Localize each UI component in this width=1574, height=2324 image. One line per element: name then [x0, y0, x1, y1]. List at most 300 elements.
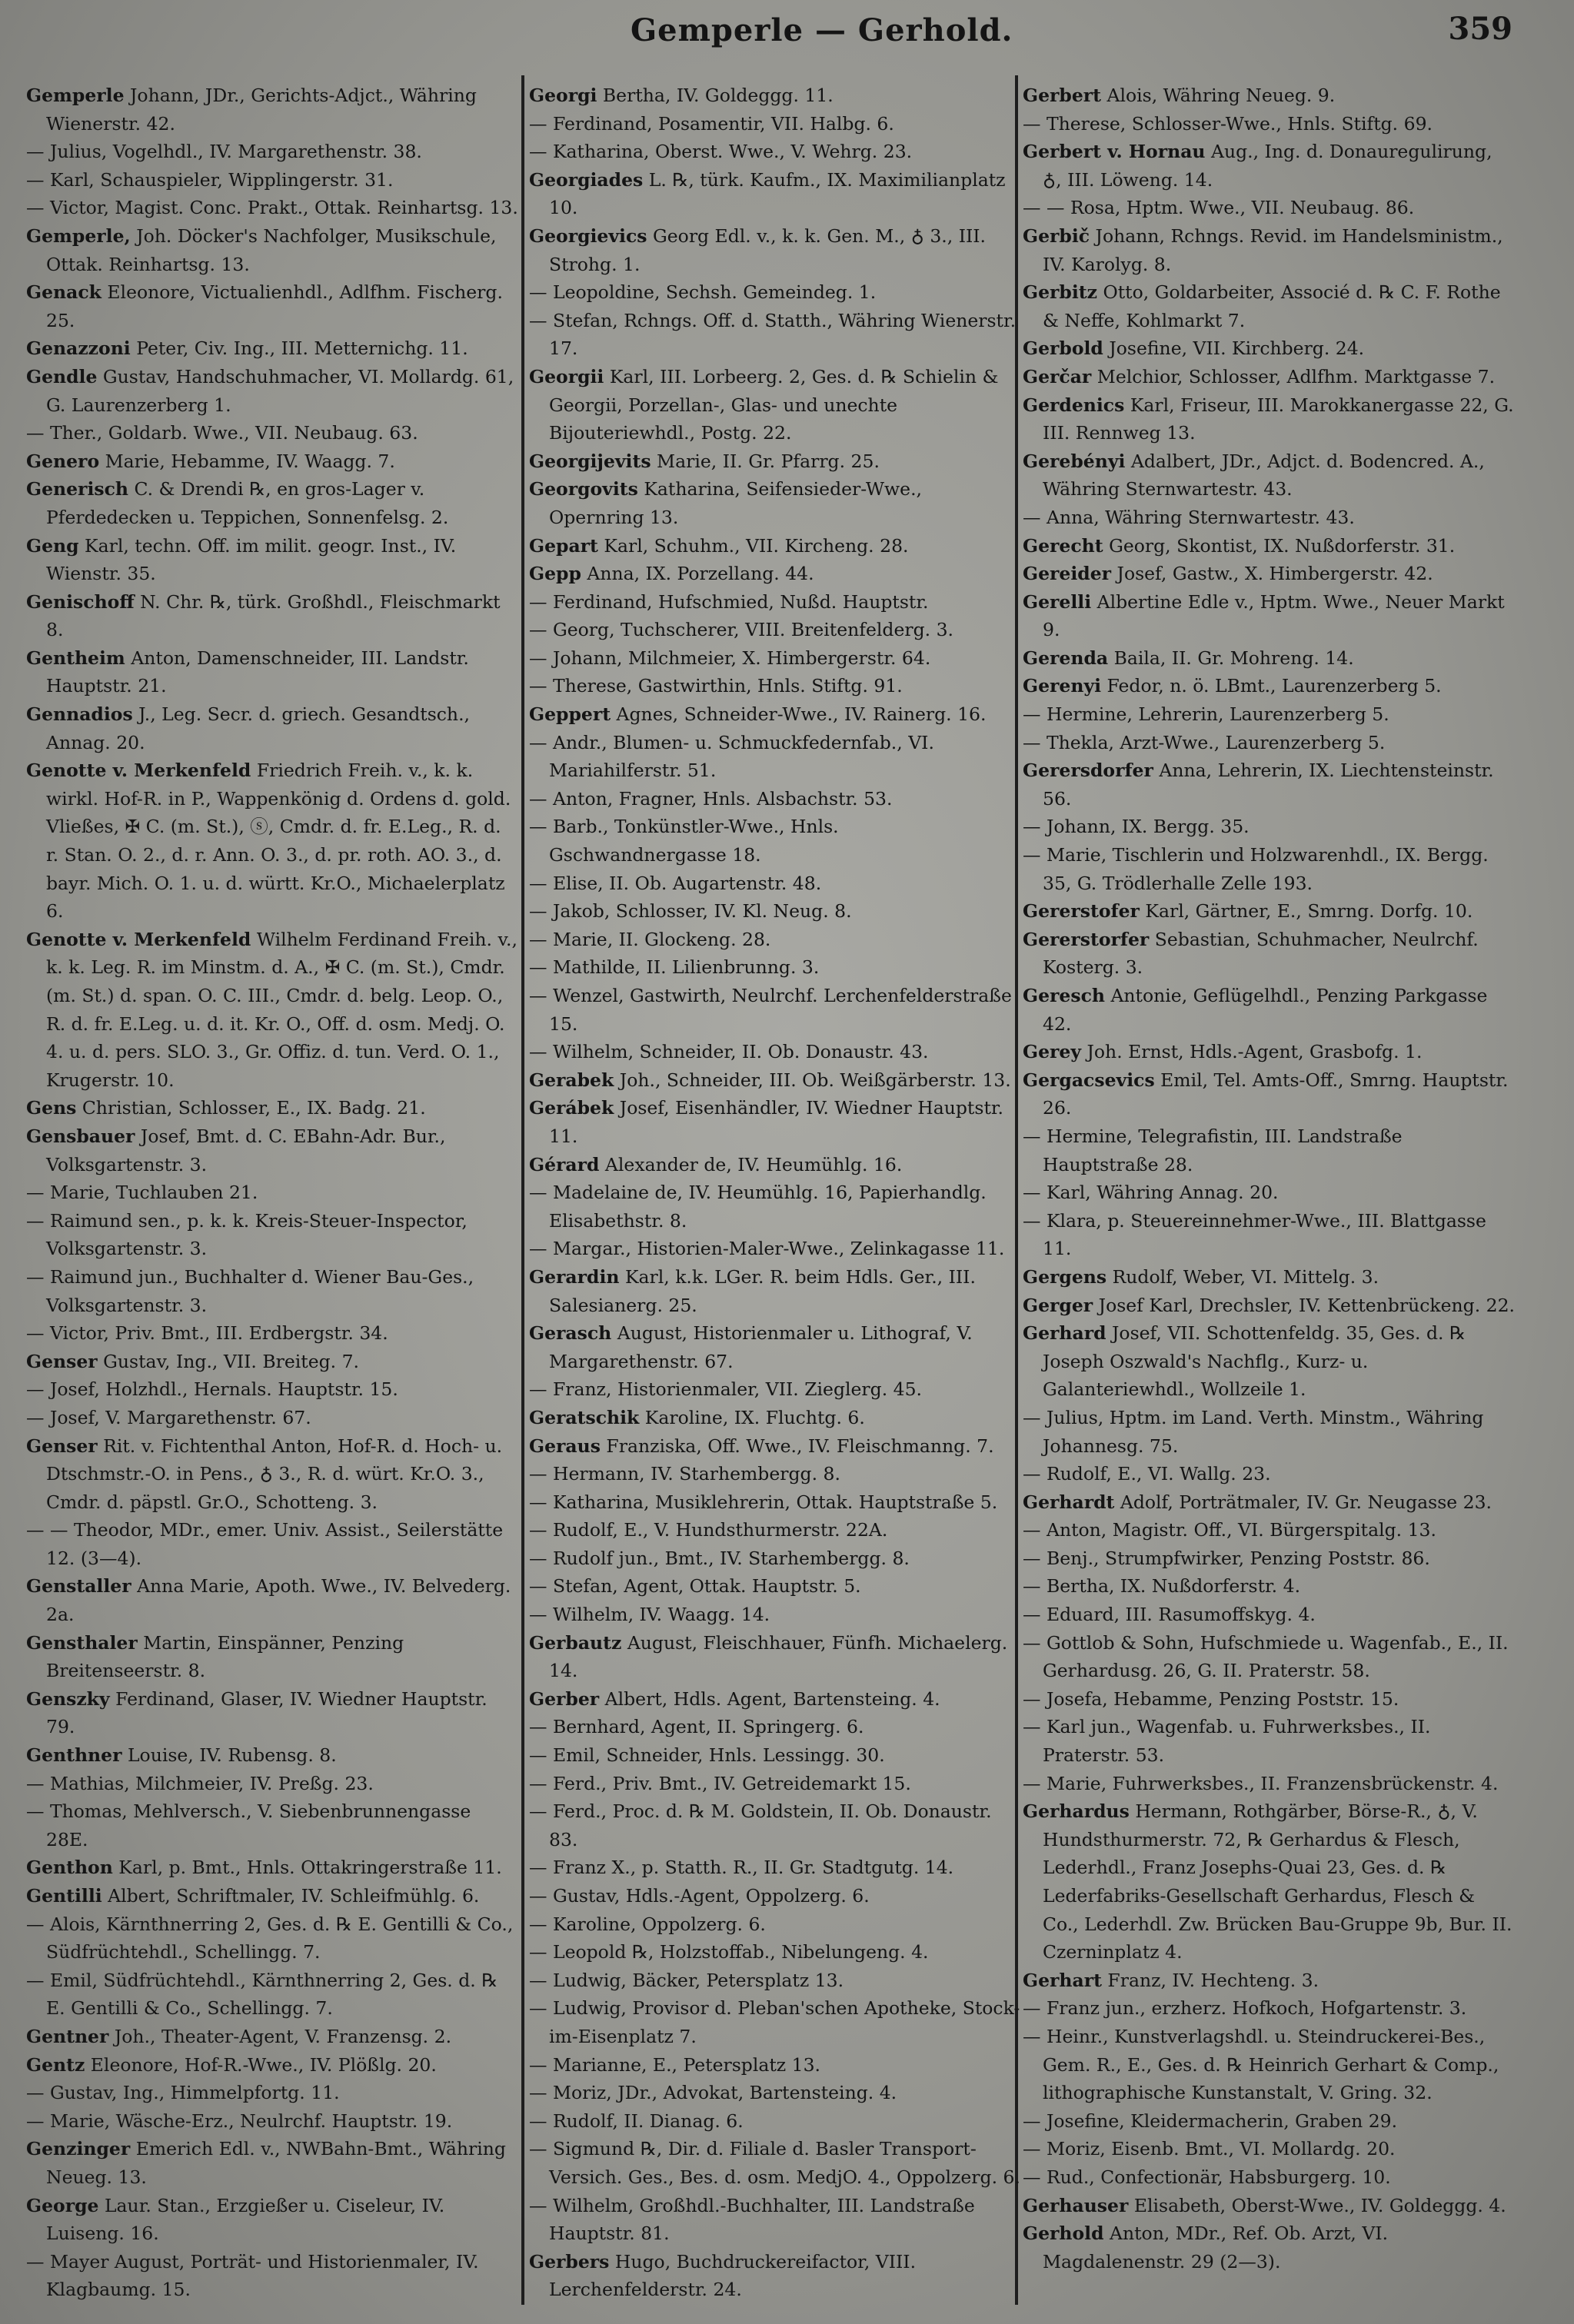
column-1: [26, 81, 518, 2311]
entry-text: Adalbert, JDr., Adjct. d. Bodencred. A., Währing Sternwartestr. 43.: [1043, 450, 1485, 500]
directory-entry: [1023, 1629, 1515, 1685]
directory-entry: [529, 785, 1021, 813]
entry-text: Laur. Stan., Erzgießer u. Ciseleur, IV. Luiseng. 16.: [46, 2194, 445, 2245]
entry-surname: Gemperle: [26, 85, 125, 106]
directory-entry: [1023, 729, 1515, 757]
directory-entry: [26, 2051, 518, 2080]
entry-text: Anton, Damenschneider, III. Landstr. Hauptstr. 21.: [46, 647, 469, 697]
entry-text: Joh. Döcker's Nachfolger, Musikschule, Ottak. Reinhartsg. 13.: [46, 224, 497, 275]
entry-text: Agnes, Schneider-Wwe., IV. Rainerg. 16.: [611, 703, 987, 726]
entry-surname: Gens: [26, 1097, 77, 1119]
entry-text: — Franz, Historienmaler, VII. Zieglerg. 45.: [529, 1378, 923, 1401]
entry-text: — Sigmund ℞, Dir. d. Filiale d. Basler Transport-Versich. Ges., Bes. d. osm. MedjO. 4., Oppolzerg. 6.: [529, 2138, 1020, 2188]
directory-entry: [26, 532, 518, 588]
entry-text: August, Historienmaler u. Lithograf, V. Margarethenstr. 67.: [549, 1322, 973, 1372]
entry-surname: Gerelli: [1023, 590, 1092, 613]
directory-entry: [26, 334, 518, 363]
entry-text: — Madelaine de, IV. Heumühlg. 16, Papierhandlg. Elisabethstr. 8.: [529, 1182, 987, 1232]
directory-entry: [1023, 1685, 1515, 1714]
entry-text: Emerich Edl. v., NWBahn-Bmt., Währing Neueg. 13.: [46, 2138, 506, 2188]
directory-entry: [529, 1572, 1021, 1601]
entry-text: Franziska, Off. Wwe., IV. Fleischmanng. 7.: [600, 1435, 994, 1457]
directory-entry: [529, 2079, 1021, 2107]
directory-entry: [1023, 644, 1515, 673]
entry-text: Josef, Gastw., X. Himbergerstr. 42.: [1111, 563, 1433, 585]
entry-text: Karl, p. Bmt., Hnls. Ottakringerstraße 11.: [112, 1857, 502, 1879]
entry-text: Marie, II. Gr. Pfarrg. 25.: [651, 450, 880, 472]
directory-entry: [529, 588, 1021, 617]
entry-text: — Rudolf, II. Dianag. 6.: [529, 2110, 744, 2132]
entry-surname: Genszky: [26, 1687, 110, 1710]
entry-text: Peter, Civ. Ing., III. Metternichg. 11.: [130, 337, 468, 360]
entry-text: — Bernhard, Agent, II. Springerg. 6.: [529, 1716, 864, 1738]
directory-entry: [529, 1882, 1021, 1910]
directory-entry: [529, 1263, 1021, 1319]
entry-text: — Victor, Magist. Conc. Prakt., Ottak. Reinhartsg. 13.: [26, 197, 518, 219]
directory-entry: [529, 1854, 1021, 1882]
entry-text: J., Leg. Secr. d. griech. Gesandtsch., Annag. 20.: [46, 703, 471, 753]
directory-entry: [26, 1854, 518, 1882]
directory-entry: [529, 1179, 1021, 1235]
entry-text: Gustav, Handschuhmacher, VI. Mollardg. 61, G. Laurenzerberg 1.: [46, 365, 514, 416]
entry-text: — Ther., Goldarb. Wwe., VII. Neubaug. 63.: [26, 422, 418, 444]
directory-entry: [529, 110, 1021, 138]
entry-text: — Eduard, III. Rasumoffskyg. 4.: [1023, 1604, 1316, 1626]
directory-entry: [1023, 672, 1515, 700]
entry-surname: Gerenda: [1023, 647, 1109, 669]
entry-text: — Wilhelm, IV. Waagg. 14.: [529, 1604, 770, 1626]
entry-text: Anna, Lehrerin, IX. Liechtensteinstr. 56.: [1043, 760, 1494, 810]
entry-text: — Marie, Fuhrwerksbes., II. Franzensbrückenstr. 4.: [1023, 1772, 1499, 1794]
directory-entry: [1023, 1544, 1515, 1573]
directory-entry: [26, 1375, 518, 1404]
entry-text: — Josef, V. Margarethenstr. 67.: [26, 1406, 311, 1428]
entry-surname: Genser: [26, 1435, 98, 1457]
directory-entry: [26, 1910, 518, 1967]
entry-text: Alois, Währing Neueg. 9.: [1101, 85, 1336, 106]
entry-surname: Genazzoni: [26, 337, 131, 360]
directory-entry: [26, 644, 518, 700]
directory-entry: [26, 194, 518, 222]
entry-text: Friedrich Freih. v., k. k. wirkl. Hof-R. in P., Wappenkönig d. Ordens d. gold. Vließes, ✠ C. (m. St.), ⓢ, Cmdr. d. fr. E.Leg., R. d. r. Stan. O. 2., d. r. Ann. O. 3., d. pr. roth. AO. 3., d. bayr. Mich. O. 1. u. d. württ. Kr.O., Michaelerplatz 6.: [46, 760, 511, 923]
directory-entry: [1023, 897, 1515, 926]
directory-entry: [26, 700, 518, 756]
directory-entry: [26, 2107, 518, 2136]
entry-text: — Barb., Tonkünstler-Wwe., Hnls. Gschwandnergasse 18.: [529, 816, 839, 866]
entry-text: — Josefa, Hebamme, Penzing Poststr. 15.: [1023, 1687, 1399, 1710]
directory-entry: [1023, 2192, 1515, 2220]
entry-text: Emil, Tel. Amts-Off., Smrng. Hauptstr. 26.: [1043, 1069, 1509, 1119]
directory-entry: [1023, 1488, 1515, 1517]
directory-entry: [26, 1404, 518, 1432]
entry-text: — Elise, II. Ob. Augartenstr. 48.: [529, 872, 822, 894]
entry-text: — Josef, Holzhdl., Hernals. Hauptstr. 15.: [26, 1378, 398, 1401]
directory-entry: [529, 2192, 1021, 2248]
entry-text: — Thekla, Arzt-Wwe., Laurenzerberg 5.: [1023, 731, 1386, 753]
directory-entry: [1023, 1460, 1515, 1488]
entry-text: Anton, MDr., Ref. Ob. Arzt, VI. Magdalenenstr. 29 (2—3).: [1043, 2223, 1389, 2272]
directory-entry: [529, 278, 1021, 307]
entry-text: — Raimund sen., p. k. k. Kreis-Steuer-Inspector, Volksgartenstr. 3.: [26, 1209, 468, 1260]
directory-entry: [1023, 532, 1515, 560]
entry-text: Anna, IX. Porzellang. 44.: [581, 563, 814, 585]
directory-entry: [1023, 81, 1515, 110]
directory-entry: [529, 1938, 1021, 1967]
entry-text: — Margar., Historien-Maler-Wwe., Zelinkagasse 11.: [529, 1238, 1005, 1260]
entry-text: — Therese, Gastwirthin, Hnls. Stiftg. 91.: [529, 675, 903, 697]
entry-surname: Gerbold: [1023, 337, 1103, 360]
directory-entry: [529, 1516, 1021, 1544]
directory-entry: [1023, 1263, 1515, 1292]
entry-text: Louise, IV. Rubensg. 8.: [121, 1744, 337, 1767]
directory-entry: [26, 1572, 518, 1628]
entry-text: — Johann, IX. Bergg. 35.: [1023, 816, 1250, 838]
entry-surname: Genotte v. Merkenfeld: [26, 928, 251, 950]
entry-text: — Stefan, Rchngs. Off. d. Statth., Währing Wienerstr. 17.: [529, 309, 1017, 360]
directory-entry: [26, 1348, 518, 1376]
entry-text: — Marianne, E., Petersplatz 13.: [529, 2053, 821, 2076]
directory-entry: [1023, 334, 1515, 363]
directory-entry: [26, 926, 518, 1095]
directory-entry: [1023, 2107, 1515, 2136]
entry-text: — Klara, p. Steuereinnehmer-Wwe., III. Blattgasse 11.: [1023, 1209, 1486, 1260]
entry-surname: Georgijevits: [529, 450, 651, 472]
entry-surname: Gerenyi: [1023, 675, 1102, 697]
entry-text: Karl, k.k. LGer. R. beim Hdls. Ger., III. Salesianerg. 25.: [549, 1265, 976, 1316]
entry-surname: Gérard: [529, 1153, 600, 1175]
entry-text: — Mathias, Milchmeier, IV. Preßg. 23.: [26, 1772, 374, 1794]
entry-text: Melchior, Schlosser, Adlfhm. Marktgasse 7.: [1091, 365, 1496, 387]
entry-surname: Genthon: [26, 1857, 113, 1879]
directory-entry: [26, 1319, 518, 1348]
entry-text: — Mayer August, Porträt- und Historienmaler, IV. Klagbaumg. 15.: [26, 2250, 479, 2301]
directory-entry: [26, 588, 518, 644]
directory-entry: [529, 1038, 1021, 1066]
directory-entry: [1023, 1404, 1515, 1460]
directory-entry: [529, 1770, 1021, 1798]
entry-text: — Mathilde, II. Lilienbrunng. 3.: [529, 956, 820, 979]
directory-entry: [1023, 926, 1515, 982]
entry-surname: Gentz: [26, 2053, 85, 2076]
entry-text: Karoline, IX. Fluchtg. 6.: [639, 1406, 865, 1428]
entry-surname: Gerhauser: [1023, 2194, 1129, 2216]
entry-surname: Genthner: [26, 1744, 122, 1767]
entry-text: N. Chr. ℞, türk. Großhdl., Fleischmarkt 8.: [46, 590, 501, 641]
entry-text: Gustav, Ing., VII. Breiteg. 7.: [97, 1350, 360, 1372]
directory-entry: [529, 475, 1021, 531]
entry-text: — Anton, Magistr. Off., VI. Bürgerspitalg. 13.: [1023, 1519, 1436, 1541]
entry-surname: Gennadios: [26, 703, 133, 726]
directory-entry: [1023, 1292, 1515, 1320]
column-2: [529, 81, 1021, 2311]
entry-surname: Gerbautz: [529, 1631, 622, 1654]
entry-surname: Gepart: [529, 534, 598, 557]
directory-entry: [26, 278, 518, 334]
entry-text: Ferdinand, Glaser, IV. Wiedner Hauptstr. 79.: [46, 1687, 488, 1738]
directory-entry: [1023, 2023, 1515, 2107]
directory-entry: [529, 138, 1021, 166]
entry-text: Joh. Ernst, Hdls.-Agent, Grasbofg. 1.: [1081, 1041, 1423, 1063]
directory-entry: [1023, 138, 1515, 194]
entry-text: — Anna, Währing Sternwartestr. 43.: [1023, 506, 1355, 528]
directory-entry: [529, 363, 1021, 447]
entry-text: Martin, Einspänner, Penzing Breitenseerstr. 8.: [46, 1631, 404, 1682]
entry-surname: Georgi: [529, 85, 597, 106]
directory-entry: [26, 475, 518, 531]
entry-text: — Rudolf, E., VI. Wallg. 23.: [1023, 1463, 1271, 1485]
entry-surname: Gerabek: [529, 1069, 614, 1091]
entry-text: Otto, Goldarbeiter, Associé d. ℞ C. F. Rothe & Neffe, Kohlmarkt 7.: [1043, 281, 1501, 331]
directory-entry: [26, 1094, 518, 1122]
directory-entry: [26, 1432, 518, 1517]
directory-entry: [26, 2192, 518, 2248]
entry-text: — Moriz, JDr., Advokat, Bartensteing. 4.: [529, 2082, 897, 2104]
column-rule: [521, 75, 524, 2305]
directory-entry: [26, 1741, 518, 1770]
directory-entry: [1023, 1601, 1515, 1629]
entry-text: — Andr., Blumen- u. Schmuckfedernfab., VI. Mariahilferstr. 51.: [529, 731, 934, 782]
entry-surname: Gerardin: [529, 1265, 620, 1288]
directory-entry: [26, 166, 518, 194]
entry-surname: Geppert: [529, 703, 611, 726]
entry-surname: Gerger: [1023, 1294, 1093, 1316]
directory-entry: [1023, 841, 1515, 897]
directory-entry: [1023, 110, 1515, 138]
entry-text: — Wenzel, Gastwirth, Neulrchf. Lerchenfelderstraße 15.: [529, 985, 1012, 1035]
entry-text: — Ludwig, Provisor d. Pleban'schen Apotheke, Stock-im-Eisenplatz 7.: [529, 1997, 1020, 2047]
entry-surname: Gerhardt: [1023, 1491, 1115, 1513]
directory-entry: [529, 222, 1021, 278]
entry-surname: Gentner: [26, 2025, 109, 2047]
directory-entry: [26, 1516, 518, 1572]
directory-entry: [26, 1207, 518, 1263]
entry-text: C. & Drendi ℞, en gros-Lager v. Pferdedecken u. Teppichen, Sonnenfelsg. 2.: [46, 478, 449, 528]
directory-entry: [1023, 756, 1515, 813]
entry-text: Aug., Ing. d. Donauregulirung, ♁, III. Löweng. 14.: [1043, 141, 1492, 191]
directory-entry: [529, 1404, 1021, 1432]
directory-entry: [26, 2135, 518, 2191]
directory-entry: [529, 447, 1021, 476]
directory-entry: [1023, 222, 1515, 278]
entry-text: — Alois, Kärnthnerring 2, Ges. d. ℞ E. Gentilli & Co., Südfrüchtehdl., Schellingg. 7.: [26, 1913, 514, 1963]
entry-surname: Gererstorfer: [1023, 928, 1150, 950]
directory-entry: [529, 1685, 1021, 1714]
entry-surname: Gergens: [1023, 1265, 1107, 1288]
entry-text: Wilhelm Ferdinand Freih. v., k. k. Leg. R. im Minstm. d. A., ✠ C. (m. St.), Cmdr. (m. St.) d. span. O. C. III., Cmdr. d. belg. Leop. O., R. d. fr. E.Leg. u. d. it. Kr. O., Off. d. osm. Medj. O. 4. u. d. pers. SLO. 3., Gr. Offiz. d. tun. Verd. O. 1., Krugerstr. 10.: [46, 928, 517, 1091]
entry-text: — Marie, Tuchlauben 21.: [26, 1182, 258, 1204]
entry-surname: Gentilli: [26, 1885, 102, 1907]
entry-text: Hermann, Rothgärber, Börse-R., ♁, V. Hundsthurmerstr. 72, ℞ Gerhardus & Flesch, Lederhdl., Franz Josephs-Quai 23, Ges. d. ℞ Lederfabriks-Gesellschaft Gerhardus, Flesch & Co., Lederhdl. Zw. Brücken Bau-Gruppe 9b, Bur. II. Czerninplatz 4.: [1043, 1800, 1512, 1963]
entry-surname: Geresch: [1023, 985, 1105, 1006]
entry-text: — Rudolf, E., V. Hundsthurmerstr. 22A.: [529, 1519, 888, 1541]
entry-text: Rudolf, Weber, VI. Mittelg. 3.: [1106, 1265, 1379, 1288]
entry-text: — Gottlob & Sohn, Hufschmiede u. Wagenfab., E., II. Gerhardusg. 26, G. II. Praterstr. 58.: [1023, 1631, 1509, 1682]
entry-surname: Gerecht: [1023, 534, 1103, 557]
entry-text: — Karl jun., Wagenfab. u. Fuhrwerksbes., II. Praterstr. 53.: [1023, 1716, 1431, 1767]
entry-text: — Heinr., Kunstverlagshdl. u. Steindruckerei-Bes., Gem. R., E., Ges. d. ℞ Heinrich Gerhart & Comp., lithographische Kunstanstalt, V. Gring. 32.: [1023, 2025, 1499, 2104]
page-header: [0, 6, 1574, 60]
directory-entry: [529, 1094, 1021, 1150]
entry-text: Josef, VII. Schottenfeldg. 35, Ges. d. ℞ Joseph Oszwald's Nachflg., Kurz- u. Galanteriewhdl., Wollzeile 1.: [1043, 1322, 1466, 1401]
entry-text: Josef Karl, Drechsler, IV. Kettenbrückeng. 22.: [1093, 1294, 1515, 1316]
entry-text: — Ludwig, Bäcker, Petersplatz 13.: [529, 1969, 844, 1991]
entry-surname: Gensbauer: [26, 1125, 135, 1147]
directory-entry: [26, 1797, 518, 1854]
directory-entry: [529, 869, 1021, 898]
entry-text: — Anton, Fragner, Hnls. Alsbachstr. 53.: [529, 787, 893, 810]
entry-text: Sebastian, Schuhmacher, Neulrchf. Kosterg. 3.: [1043, 928, 1479, 979]
entry-text: — Katharina, Oberst. Wwe., V. Wehrg. 23.: [529, 141, 913, 163]
directory-entry: [1023, 1967, 1515, 1995]
entry-text: Adolf, Porträtmaler, IV. Gr. Neugasse 23.: [1114, 1491, 1492, 1513]
directory-entry: [26, 1179, 518, 1207]
directory-entry: [529, 1319, 1021, 1375]
entry-text: August, Fleischhauer, Fünfh. Michaelerg. 14.: [549, 1631, 1008, 1682]
entry-text: — — Rosa, Hptm. Wwe., VII. Neubaug. 86.: [1023, 197, 1415, 219]
entry-text: Marie, Hebamme, IV. Waagg. 7.: [99, 450, 395, 472]
directory-entry: [1023, 813, 1515, 841]
directory-entry: [1023, 1319, 1515, 1404]
directory-entry: [1023, 1994, 1515, 2023]
entry-text: Joh., Theater-Agent, V. Franzensg. 2.: [108, 2025, 452, 2047]
directory-entry: [529, 1601, 1021, 1629]
entry-surname: Genack: [26, 281, 101, 304]
entry-text: — Marie, II. Glockeng. 28.: [529, 928, 771, 950]
directory-entry: [529, 1066, 1021, 1095]
directory-entry: [529, 2248, 1021, 2304]
directory-entry: [1023, 1207, 1515, 1263]
directory-entry: [529, 1967, 1021, 1995]
entry-surname: Gentheim: [26, 647, 125, 669]
entry-text: — Franz jun., erzherz. Hofkoch, Hofgartenstr. 3.: [1023, 1997, 1467, 2020]
entry-surname: Gerhard: [1023, 1322, 1106, 1345]
entry-text: — Leopoldine, Sechsh. Gemeindeg. 1.: [529, 281, 877, 304]
entry-text: — Wilhelm, Großhdl.-Buchhalter, III. Landstraße Hauptstr. 81.: [529, 2194, 975, 2245]
directory-entry: [529, 1741, 1021, 1770]
entry-text: Fedor, n. ö. LBmt., Laurenzerberg 5.: [1101, 675, 1442, 697]
entry-text: — Ferd., Proc. d. ℞ M. Goldstein, II. Ob. Donaustr. 83.: [529, 1800, 992, 1850]
directory-entry: [1023, 2135, 1515, 2163]
directory-entry: [26, 222, 518, 278]
entry-surname: Gerdenics: [1023, 394, 1125, 416]
directory-entry: [26, 1770, 518, 1798]
entry-text: — Ferd., Priv. Bmt., IV. Getreidemarkt 15.: [529, 1772, 911, 1794]
directory-entry: [529, 729, 1021, 785]
directory-entry: [529, 813, 1021, 869]
entry-text: Johann, JDr., Gerichts-Adjct., Währing Wienerstr. 42.: [46, 85, 477, 135]
entry-text: Franz, IV. Hechteng. 3.: [1101, 1969, 1319, 1991]
directory-entry: [1023, 447, 1515, 504]
entry-text: — Leopold ℞, Holzstoffab., Nibelungeng. 4.: [529, 1941, 929, 1963]
entry-surname: Georgiades: [529, 168, 644, 191]
directory-entry: [529, 560, 1021, 588]
directory-entry: [529, 672, 1021, 700]
entry-surname: Genotte v. Merkenfeld: [26, 760, 251, 782]
directory-entry: [529, 1235, 1021, 1263]
entry-surname: Geng: [26, 534, 79, 557]
entry-surname: Georgovits: [529, 478, 638, 500]
entry-text: Bertha, IV. Goldeggg. 11.: [597, 85, 834, 106]
entry-text: Eleonore, Hof-R.-Wwe., IV. Plößlg. 20.: [85, 2053, 437, 2076]
entry-text: Albertine Edle v., Hptm. Wwe., Neuer Markt 9.: [1043, 590, 1505, 641]
directory-entry: [529, 1910, 1021, 1939]
entry-text: — Ferdinand, Hufschmied, Nußd. Hauptstr.: [529, 590, 929, 613]
entry-surname: Genser: [26, 1350, 98, 1372]
directory-entry: [529, 1460, 1021, 1488]
entry-text: Albert, Schriftmaler, IV. Schleifmühlg. 6.: [101, 1885, 480, 1907]
entry-text: Karl, Schuhm., VII. Kircheng. 28.: [597, 534, 909, 557]
entry-text: — Julius, Vogelhdl., IV. Margarethenstr. 38.: [26, 141, 422, 163]
entry-surname: Gepp: [529, 563, 581, 585]
directory-entry: [1023, 1516, 1515, 1544]
directory-entry: [1023, 2219, 1515, 2276]
entry-text: Eleonore, Victualienhdl., Adlfhm. Fischerg. 25.: [46, 281, 503, 331]
entry-text: Baila, II. Gr. Mohreng. 14.: [1108, 647, 1354, 669]
entry-surname: Genischoff: [26, 590, 135, 613]
entry-surname: Gerhart: [1023, 1969, 1102, 1991]
entry-text: Katharina, Seifensieder-Wwe., Opernring 13.: [549, 478, 923, 528]
entry-surname: Generisch: [26, 478, 128, 500]
directory-entry: [26, 2248, 518, 2304]
entry-text: — Bertha, IX. Nußdorferstr. 4.: [1023, 1575, 1301, 1598]
directory-entry: [1023, 1038, 1515, 1066]
directory-entry: [529, 1629, 1021, 1685]
directory-entry: [26, 1882, 518, 1910]
running-title: Gemperle — Gerhold.: [631, 12, 1013, 48]
entry-text: — Hermine, Lehrerin, Laurenzerberg 5.: [1023, 703, 1389, 726]
directory-entry: [529, 897, 1021, 926]
directory-entry: [1023, 1713, 1515, 1769]
directory-entry: [529, 953, 1021, 982]
entry-text: — Georg, Tuchscherer, VIII. Breitenfelderg. 3.: [529, 619, 953, 641]
directory-entry: [26, 2023, 518, 2051]
directory-entry: [26, 2079, 518, 2107]
entry-text: Anna Marie, Apoth. Wwe., IV. Belvederg. 2a.: [46, 1575, 511, 1626]
directory-entry: [529, 2135, 1021, 2191]
directory-entry: [26, 138, 518, 166]
entry-text: — Emil, Schneider, Hnls. Lessingg. 30.: [529, 1744, 885, 1767]
entry-text: — Franz X., p. Statth. R., II. Gr. Stadtgutg. 14.: [529, 1857, 954, 1879]
entry-surname: Gerey: [1023, 1041, 1082, 1063]
directory-entry: [529, 616, 1021, 644]
entry-surname: Gerasch: [529, 1322, 612, 1345]
directory-entry: [529, 1544, 1021, 1573]
entry-text: Antonie, Geflügelhdl., Penzing Parkgasse 42.: [1043, 985, 1488, 1035]
entry-surname: Gerhold: [1023, 2223, 1104, 2245]
entry-text: Alexander de, IV. Heumühlg. 16.: [599, 1153, 903, 1175]
directory-entry: [1023, 363, 1515, 391]
directory-entry: [26, 1967, 518, 2023]
entry-text: Karl, techn. Off. im milit. geogr. Inst., IV. Wienstr. 35.: [46, 534, 457, 585]
directory-entry: [529, 982, 1021, 1038]
directory-entry: [529, 166, 1021, 222]
directory-entry: [26, 81, 518, 138]
directory-entry: [26, 1629, 518, 1685]
directory-entry: [1023, 1572, 1515, 1601]
entry-text: — — Theodor, MDr., emer. Univ. Assist., Seilerstätte 12. (3—4).: [26, 1519, 504, 1569]
directory-entry: [529, 644, 1021, 673]
entry-text: — Raimund jun., Buchhalter d. Wiener Bau-Ges., Volksgartenstr. 3.: [26, 1265, 474, 1316]
entry-text: L. ℞, türk. Kaufm., IX. Maximilianplatz 10.: [549, 168, 1006, 219]
directory-entry: [1023, 700, 1515, 729]
entry-surname: Gerbers: [529, 2250, 610, 2272]
page-number: 359: [1448, 11, 1512, 47]
entry-text: Josef, Bmt. d. C. EBahn-Adr. Bur., Volksgartenstr. 3.: [46, 1125, 446, 1175]
column-3: [1023, 81, 1515, 2311]
entry-text: Georg, Skontist, IX. Nußdorferstr. 31.: [1103, 534, 1456, 557]
directory-entry: [529, 1797, 1021, 1854]
directory-entry: [529, 81, 1021, 110]
